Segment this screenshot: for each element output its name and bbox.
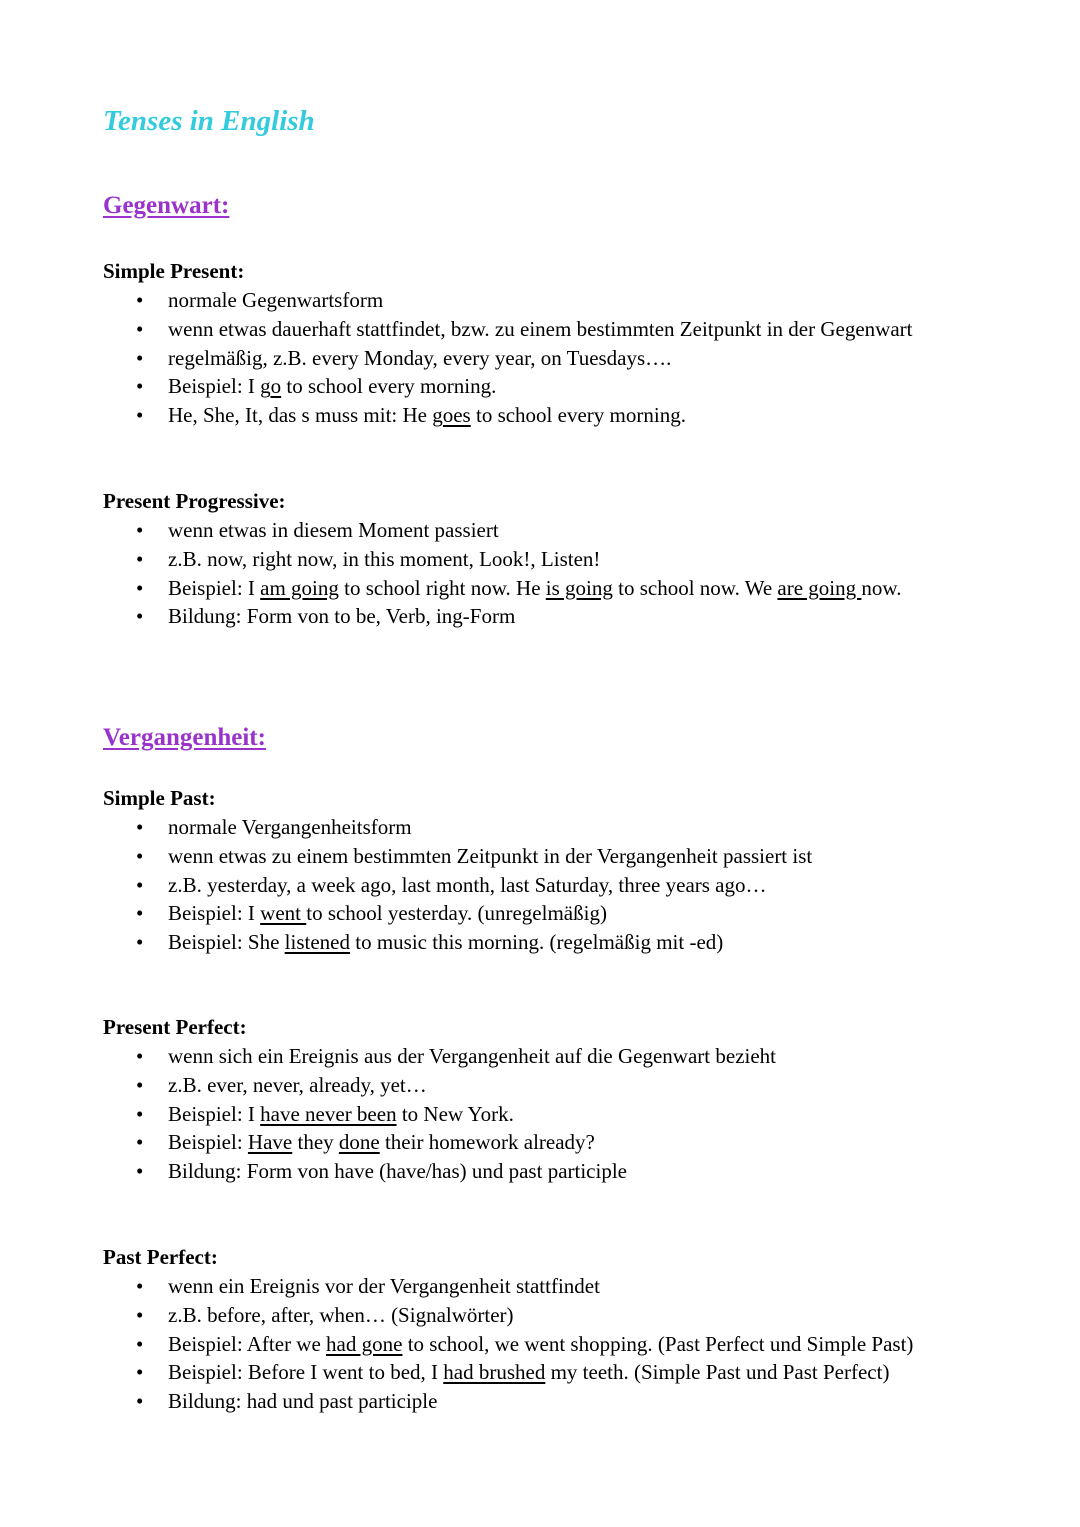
- list-item-text: Beispiel: After we: [168, 1331, 327, 1356]
- underlined-example: went: [260, 901, 307, 926]
- section-heading-vergangenheit: Vergangenheit:: [103, 724, 266, 751]
- list-item: [103, 1071, 1003, 1100]
- underlined-example: go: [260, 374, 282, 399]
- list-item-text: to school yesterday. (unregelmäßig): [306, 901, 607, 926]
- tense-present-perfect: [103, 1013, 1003, 1186]
- bullet-icon: •: [136, 1159, 144, 1184]
- bullet-list: [103, 1272, 1003, 1416]
- tense-simple-past: [103, 784, 1003, 957]
- tense-simple-present: [103, 257, 1003, 430]
- list-item-text: now.: [861, 575, 902, 600]
- tense-title: Present Progressive:: [103, 489, 286, 513]
- list-item-text: to school right now. He: [338, 575, 546, 600]
- list-item: [103, 1272, 1003, 1301]
- bullet-icon: •: [136, 316, 144, 341]
- list-item-text: normale Gegenwartsform: [168, 288, 384, 312]
- list-item-text: wenn sich ein Ereignis aus der Vergangenheit auf die Gegenwart bezieht: [168, 1044, 777, 1068]
- list-item-text: to New York.: [396, 1101, 514, 1126]
- list-item-text: to music this morning. (regelmäßig mit -ed): [350, 930, 724, 955]
- bullet-icon: •: [136, 604, 144, 629]
- list-item: [103, 813, 1003, 842]
- list-item: [103, 842, 1003, 871]
- list-item-text: Beispiel: I: [168, 1101, 261, 1126]
- underlined-example: have never been: [260, 1101, 397, 1126]
- list-item-text: wenn ein Ereignis vor der Vergangenheit stattfindet: [168, 1274, 600, 1298]
- underlined-example: are going: [777, 575, 862, 600]
- list-item: [103, 1157, 1003, 1186]
- list-item: [103, 286, 1003, 315]
- underlined-example: goes: [432, 403, 471, 428]
- list-item: [103, 1301, 1003, 1330]
- list-item-text: wenn etwas in diesem Moment passiert: [168, 518, 499, 542]
- list-item: [103, 871, 1003, 900]
- list-item-text: Bildung: Form von have (have/has) und past participle: [168, 1159, 627, 1184]
- bullet-icon: •: [136, 1302, 144, 1327]
- list-item-text: Bildung: had und past participle: [168, 1389, 438, 1414]
- list-item: [103, 401, 1003, 430]
- underlined-example: Have: [247, 1130, 293, 1155]
- bullet-icon: •: [136, 1360, 144, 1385]
- list-item-text: Beispiel: I: [168, 575, 261, 600]
- list-item: [103, 928, 1003, 957]
- tense-past-perfect: [103, 1243, 1003, 1416]
- list-item-text: normale Vergangenheitsform: [168, 815, 412, 839]
- list-item-text: Beispiel: She: [168, 930, 285, 955]
- bullet-icon: •: [136, 1072, 144, 1097]
- tense-title: Simple Present:: [103, 259, 245, 283]
- list-item-text: to school, we went shopping. (Past Perfect und Simple Past): [402, 1331, 914, 1356]
- bullet-icon: •: [136, 930, 144, 955]
- bullet-list: [103, 813, 1003, 957]
- bullet-icon: •: [136, 1274, 144, 1298]
- list-item-text: regelmäßig, z.B. every Monday, every year, on Tuesdays….: [168, 345, 672, 370]
- tense-title: Present Perfect:: [103, 1015, 247, 1039]
- list-item-text: wenn etwas zu einem bestimmten Zeitpunkt in der Vergangenheit passiert ist: [168, 843, 813, 868]
- list-item: [103, 602, 1003, 631]
- list-item: [103, 516, 1003, 545]
- list-item-text: to school every morning.: [281, 374, 497, 399]
- list-item-text: my teeth. (Simple Past und Past Perfect): [545, 1360, 890, 1385]
- bullet-icon: •: [136, 1389, 144, 1414]
- bullet-icon: •: [136, 1130, 144, 1155]
- list-item: [103, 1358, 1003, 1387]
- bullet-icon: •: [136, 374, 144, 399]
- bullet-icon: •: [136, 1331, 144, 1356]
- list-item: [103, 344, 1003, 373]
- list-item-text: Beispiel: I: [168, 374, 261, 399]
- underlined-example: is going: [545, 575, 613, 600]
- list-item-text: Beispiel: I: [168, 901, 261, 926]
- list-item-text: He, She, It, das s muss mit: He: [168, 403, 433, 428]
- underlined-example: am going: [260, 575, 339, 600]
- underlined-example: done: [338, 1130, 380, 1155]
- list-item-text: to school now. We: [612, 575, 778, 600]
- list-item-text: Bildung: Form von to be, Verb, ing-Form: [168, 604, 516, 629]
- bullet-icon: •: [136, 901, 144, 926]
- list-item: [103, 1387, 1003, 1416]
- tense-title: Simple Past:: [103, 786, 216, 810]
- bullet-icon: •: [136, 815, 144, 839]
- underlined-example: had brushed: [443, 1360, 546, 1385]
- list-item: [103, 372, 1003, 401]
- list-item: [103, 1128, 1003, 1157]
- bullet-icon: •: [136, 575, 144, 600]
- list-item-text: to school every morning.: [470, 403, 686, 428]
- tense-title: Past Perfect:: [103, 1245, 218, 1269]
- section-heading-gegenwart: Gegenwart:: [103, 192, 230, 219]
- list-item: [103, 1100, 1003, 1129]
- page-title: Tenses in English: [103, 105, 315, 137]
- bullet-list: [103, 1042, 1003, 1186]
- underlined-example: had gone: [326, 1331, 403, 1356]
- list-item-text: wenn etwas dauerhaft stattfindet, bzw. zu einem bestimmten Zeitpunkt in der Gegenwart: [168, 316, 913, 341]
- list-item-text: Beispiel: Before I went to bed, I: [168, 1360, 444, 1385]
- list-item: [103, 574, 1003, 603]
- list-item-text: z.B. yesterday, a week ago, last month, last Saturday, three years ago…: [168, 872, 767, 897]
- bullet-list: [103, 516, 1003, 631]
- list-item: [103, 1330, 1003, 1359]
- list-item-text: Beispiel:: [168, 1130, 248, 1155]
- bullet-icon: •: [136, 345, 144, 370]
- tense-present-progressive: [103, 487, 1003, 631]
- list-item: [103, 1042, 1003, 1071]
- bullet-icon: •: [136, 288, 144, 312]
- bullet-list: [103, 286, 1003, 430]
- bullet-icon: •: [136, 872, 144, 897]
- list-item: [103, 899, 1003, 928]
- list-item: [103, 315, 1003, 344]
- underlined-example: listened: [284, 930, 350, 955]
- bullet-icon: •: [136, 1044, 144, 1068]
- list-item-text: they: [292, 1130, 339, 1155]
- list-item-text: z.B. now, right now, in this moment, Look!, Listen!: [168, 546, 601, 571]
- bullet-icon: •: [136, 843, 144, 868]
- bullet-icon: •: [136, 1101, 144, 1126]
- list-item: [103, 545, 1003, 574]
- bullet-icon: •: [136, 518, 144, 542]
- list-item-text: their homework already?: [379, 1130, 595, 1155]
- bullet-icon: •: [136, 403, 144, 428]
- list-item-text: z.B. before, after, when… (Signalwörter): [168, 1302, 514, 1327]
- list-item-text: z.B. ever, never, already, yet…: [168, 1072, 427, 1097]
- bullet-icon: •: [136, 546, 144, 571]
